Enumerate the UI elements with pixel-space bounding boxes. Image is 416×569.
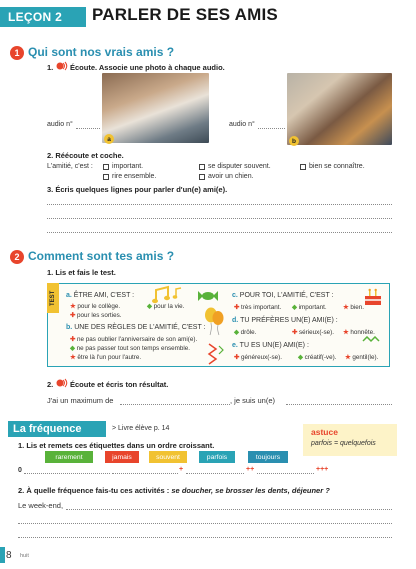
scale-slot-2[interactable] xyxy=(112,473,178,474)
qd-option-3-text: honnête. xyxy=(350,329,375,336)
book-reference: > Livre élève p. 14 xyxy=(112,425,170,432)
candy-icon xyxy=(198,289,218,303)
result-text-2: , je suis un(e) xyxy=(230,396,276,405)
weekend-label: Le week-end, xyxy=(18,501,64,510)
freq-exercise-1: 1. Lis et remets ces étiquettes dans un ordre croissant. xyxy=(18,441,215,450)
question-c-title: POUR TOI, L'AMITIÉ, C'EST : xyxy=(239,292,334,299)
s1-exercise-1-number: 1. xyxy=(47,63,54,72)
option-bien-se-connaitre: bien se connaître. xyxy=(309,163,365,170)
answer-line-maximum[interactable] xyxy=(120,404,230,405)
qb-option-2-text: ne pas passer tout son temps ensemble. xyxy=(76,345,191,352)
qc-option-2-text: important. xyxy=(298,304,327,311)
question-d xyxy=(232,317,338,324)
question-d-letter: d. xyxy=(232,317,239,324)
star-icon: ★ xyxy=(70,303,76,310)
diamond-icon: ◆ xyxy=(292,304,297,311)
qd-option-2-text: sérieux(-se). xyxy=(299,329,335,336)
qe-option-3-text: gentil(le). xyxy=(352,354,379,361)
diamond-icon: ◆ xyxy=(234,329,239,336)
qd-option-2[interactable] xyxy=(292,329,334,336)
qc-option-1-text: très important. xyxy=(241,304,282,311)
writing-line-5[interactable] xyxy=(18,537,392,538)
page-number: 8 xyxy=(6,550,12,561)
page-title: PARLER DE SES AMIS xyxy=(92,5,278,24)
qb-option-1[interactable] xyxy=(70,336,197,343)
qd-option-3[interactable] xyxy=(343,329,375,336)
photo-b xyxy=(287,73,392,145)
photo-b-label: b xyxy=(289,136,299,146)
diamond-icon: ◆ xyxy=(147,303,152,310)
scale-plus-plus-plus: +++ xyxy=(316,466,329,473)
chip-rarement[interactable]: rarement xyxy=(45,451,93,463)
option-important: important. xyxy=(112,163,144,170)
checkbox-bien-se-connaitre[interactable] xyxy=(300,164,306,170)
astuce-title: astuce xyxy=(311,427,338,437)
footer-strip xyxy=(0,547,5,563)
question-c xyxy=(232,292,334,299)
answer-line-audio-1[interactable] xyxy=(76,128,100,129)
star-icon: ★ xyxy=(343,304,349,311)
option-avoir-un-chien: avoir un chien. xyxy=(208,173,254,180)
balloons-icon xyxy=(203,306,225,336)
option-se-disputer: se disputer souvent. xyxy=(208,163,271,170)
qb-option-3-text: être là l'un pour l'autre. xyxy=(77,354,142,361)
checkbox-rire-ensemble[interactable] xyxy=(103,174,109,180)
cross-icon: ✚ xyxy=(292,329,298,336)
s1-exercise-3: 3. Écris quelques lignes pour parler d'un(e) ami(e). xyxy=(47,185,228,194)
diamond-icon: ◆ xyxy=(70,345,75,352)
section-1-title: Qui sont nos vrais amis ? xyxy=(28,45,175,59)
writing-line-3[interactable] xyxy=(47,232,392,233)
amitie-label: L'amitié, c'est : xyxy=(47,163,93,170)
qb-option-3[interactable] xyxy=(70,354,141,361)
chip-souvent[interactable]: souvent xyxy=(149,451,187,463)
qa-option-1[interactable] xyxy=(70,303,120,310)
photo-a-label: a xyxy=(104,134,114,144)
qd-option-1[interactable] xyxy=(234,329,256,336)
checkbox-se-disputer[interactable] xyxy=(199,164,205,170)
frequency-section-title: La fréquence xyxy=(8,421,106,437)
audio-label-2: audio n° xyxy=(229,121,255,128)
qd-option-1-text: drôle. xyxy=(240,329,257,336)
checkbox-important[interactable] xyxy=(103,164,109,170)
audio-icon[interactable] xyxy=(56,61,68,71)
lesson-tag: LEÇON 2 xyxy=(0,7,86,27)
diamond-icon: ◆ xyxy=(298,354,303,361)
scale-slot-3[interactable] xyxy=(186,473,244,474)
confetti-icon xyxy=(362,336,382,346)
qe-option-2[interactable] xyxy=(298,354,336,361)
answer-line-je-suis[interactable] xyxy=(286,404,392,405)
qa-option-3[interactable] xyxy=(70,312,121,319)
question-a xyxy=(66,292,134,299)
qa-option-2-text: pour la vie. xyxy=(153,303,185,310)
writing-line-1[interactable] xyxy=(47,204,392,205)
writing-line-weekend[interactable] xyxy=(66,509,392,510)
writing-line-4[interactable] xyxy=(18,523,392,524)
freq-exercise-2 xyxy=(18,486,330,495)
question-a-title: ÊTRE AMI, C'EST : xyxy=(73,292,135,299)
question-b-letter: b. xyxy=(66,324,73,331)
star-icon: ★ xyxy=(343,329,349,336)
qb-option-1-text: ne pas oublier l'anniversaire de son ami(e). xyxy=(77,336,198,343)
answer-line-audio-2[interactable] xyxy=(258,128,285,129)
s1-exercise-2: 2. Réécoute et coche. xyxy=(47,151,124,160)
scale-zero: 0 xyxy=(18,467,22,474)
scale-plus-plus: ++ xyxy=(246,466,255,473)
section-2-title: Comment sont tes amis ? xyxy=(28,249,175,263)
audio-label-1: audio n° xyxy=(47,121,73,128)
option-rire-ensemble: rire ensemble. xyxy=(112,173,157,180)
question-e xyxy=(232,342,309,349)
result-text-1: J'ai un maximum de xyxy=(47,396,114,405)
freq-exercise-2-activities: se doucher, se brosser les dents, déjeuner ? xyxy=(171,486,330,495)
s2-exercise-2-number: 2. xyxy=(47,380,54,389)
question-e-letter: e. xyxy=(232,342,238,349)
qc-option-3[interactable] xyxy=(343,304,364,311)
section-2-number: 2 xyxy=(10,250,24,264)
question-a-letter: a. xyxy=(66,292,72,299)
s1-exercise-1-text: Écoute. Associe une photo à chaque audio. xyxy=(70,63,225,72)
streamer-icon xyxy=(206,342,226,366)
s2-exercise-2-text: Écoute et écris ton résultat. xyxy=(70,380,169,389)
astuce-text: parfois = quelquefois xyxy=(311,440,376,447)
question-b xyxy=(66,324,206,331)
qe-option-1[interactable] xyxy=(234,354,282,361)
birthday-cake-icon xyxy=(363,287,383,307)
scale-plus: + xyxy=(179,466,184,473)
qe-option-3[interactable] xyxy=(345,354,378,361)
question-d-title: TU PRÉFÈRES UN(E) AMI(E) : xyxy=(240,317,338,324)
cross-icon: ✚ xyxy=(70,336,76,343)
section-1-number: 1 xyxy=(10,46,24,60)
checkbox-avoir-un-chien[interactable] xyxy=(199,174,205,180)
qa-option-1-text: pour le collège. xyxy=(77,303,121,310)
star-icon: ★ xyxy=(345,354,351,361)
qa-option-3-text: pour les sorties. xyxy=(77,312,122,319)
audio-icon[interactable] xyxy=(56,378,68,388)
cross-icon: ✚ xyxy=(234,304,240,311)
photo-a xyxy=(102,73,209,143)
page-number-word: huit xyxy=(20,553,29,559)
cross-icon: ✚ xyxy=(234,354,240,361)
qe-option-2-text: créatif(-ve). xyxy=(304,354,337,361)
qb-option-2[interactable] xyxy=(70,345,190,352)
qe-option-1-text: généreux(-se). xyxy=(241,354,282,361)
chip-toujours[interactable]: toujours xyxy=(248,451,288,463)
question-b-title: UNE DES RÈGLES DE L'AMITIÉ, C'EST : xyxy=(74,324,206,331)
qc-option-2[interactable] xyxy=(292,304,327,311)
page-header xyxy=(0,0,416,30)
writing-line-2[interactable] xyxy=(47,218,392,219)
question-c-letter: c. xyxy=(232,292,238,299)
test-tag: TEST xyxy=(47,283,59,313)
s2-exercise-1: 1. Lis et fais le test. xyxy=(47,268,116,277)
scale-slot-4[interactable] xyxy=(257,473,314,474)
chip-parfois[interactable]: parfois xyxy=(199,451,235,463)
cross-icon: ✚ xyxy=(70,312,76,319)
scale-slot-1[interactable] xyxy=(24,473,110,474)
freq-exercise-2-text: 2. À quelle fréquence fais-tu ces activités : xyxy=(18,486,172,495)
question-e-title: TU ES UN(E) AMI(E) : xyxy=(239,342,309,349)
qc-option-3-text: bien. xyxy=(350,304,365,311)
qc-option-1[interactable] xyxy=(234,304,281,311)
music-notes-icon xyxy=(152,285,184,305)
star-icon: ★ xyxy=(70,354,76,361)
chip-jamais[interactable]: jamais xyxy=(105,451,139,463)
